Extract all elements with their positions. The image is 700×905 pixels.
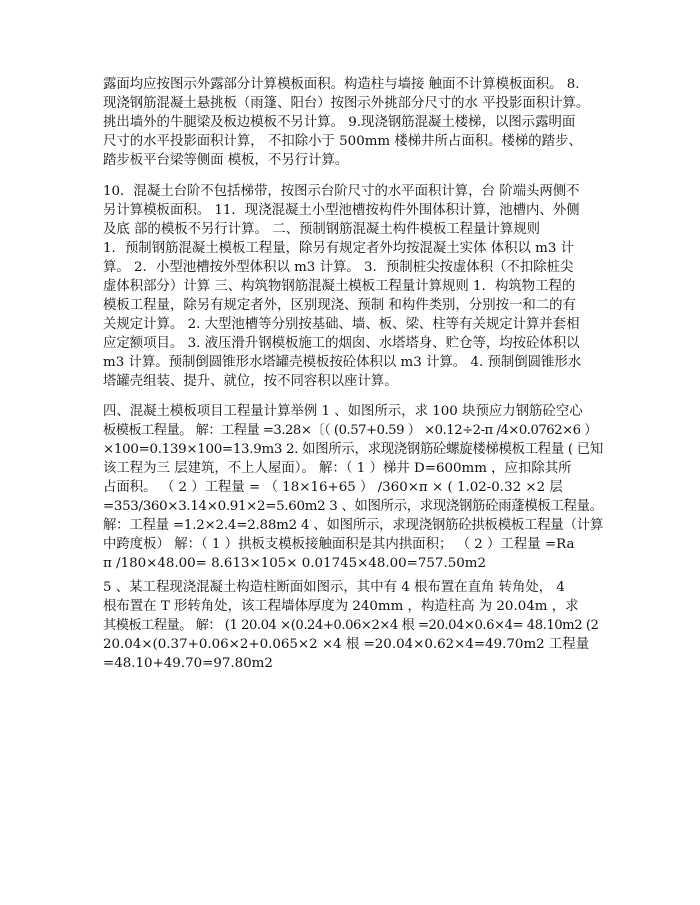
text-line: 应定额项目。 3. 液压滑升钢模板施工的烟囱、水塔塔身、贮仓等，均按砼体积以	[103, 336, 580, 351]
text-line: 虚体积部分）计算 三、构筑物钢筋混凝土模板工程量计算规则 1．构筑物工程的	[103, 279, 576, 294]
text-line: 板模板工程量。 解：工程量 =3.28×〔（ (0.57+0.59 ） ×0.12÷2-π /4×0.0762×6 ）	[103, 423, 597, 438]
text-line: 5 、某工程现浇混凝土构造柱断面如图示，其中有 4 根布置在直角 转角处， 4	[103, 580, 565, 595]
text-line: =48.10+49.70=97.80m2	[103, 656, 273, 671]
text-line: 尺寸的水平投影面积计算， 不扣除小于 500mm 楼梯井所占面积。楼梯的踏步、	[103, 134, 582, 149]
paragraph-column-example	[103, 578, 603, 673]
text-line: 占面积。 （ 2 ）工程量 = （ 18×16+65 ） /360×π × ( 1.02-0.32 ×2 层	[103, 480, 563, 495]
text-line: 算。 2．小型池槽按外型体积以 m3 计算。 3．预制桩尖按虚体积（不扣除桩尖	[103, 260, 574, 275]
text-line: 模板工程量，除另有规定者外，区别现浇、预制 和构件类别，分别按一和二的有	[103, 298, 576, 313]
text-line: 四、混凝土模板项目工程量计算举例 1 、如图所示，求 100 块预应力钢筋砼空心	[103, 404, 583, 419]
text-line: 关规定计算。 2. 大型池槽等分别按基础、墙、板、梁、柱等有关规定计算并套相	[103, 317, 580, 332]
text-line: 中跨度板） 解：（ 1 ）拱板支模板接触面积是其内拱面积； （ 2 ）工程量 =Ra	[103, 537, 575, 552]
text-line: 1．预制钢筋混凝土模板工程量，除另有规定者外均按混凝土实体 体积以 m3 计	[103, 241, 575, 256]
text-line: 挑出墙外的牛腿梁及板边模板不另计算。 9.现浇钢筋混凝土楼梯，以图示露明面	[103, 115, 576, 130]
text-line: 及底 部的模板不另行计算。 二、预制钢筋混凝土构件模板工程量计算规则	[103, 222, 541, 237]
text-line: 10．混凝土台阶不包括梯带，按图示台阶尺寸的水平面积计算，台 阶端头两侧不	[103, 184, 580, 199]
text-line: 塔罐壳组装、提升、就位，按不同容积以座计算。	[103, 374, 398, 389]
paragraph-precast-rules	[103, 182, 603, 391]
paragraph-calculation-examples	[103, 402, 603, 573]
text-line: 露面均应按图示外露部分计算模板面积。构造柱与墙接 触面不计算模板面积。 8.	[103, 77, 580, 92]
text-line: m3 计算。预制倒圆锥形水塔罐壳模板按砼体积以 m3 计算。 4. 预制倒圆锥形水	[103, 355, 582, 370]
text-line: ×100=0.139×100=13.9m3 2. 如图所示，求现浇钢筋砼螺旋楼梯模板工程量 ( 已知	[103, 442, 603, 457]
text-line: 另计算模板面积。 11．现浇混凝土小型池槽按构件外围体积计算，池槽内、外侧	[103, 203, 580, 218]
text-line: 20.04×(0.37+0.06×2+0.065×2 ×4 根 =20.04×0.62×4=49.70m2 工程量	[103, 637, 590, 652]
text-line: 解：工程量 =1.2×2.4=2.88m2 4 、如图所示，求现浇钢筋砼拱板模板工程量（计算	[103, 518, 604, 533]
text-line: 现浇钢筋混凝土悬挑板（雨篷、阳台）按图示外挑部分尺寸的水 平投影面积计算。	[103, 96, 590, 111]
text-line: 根布置在 T 形转角处，该工程墙体厚度为 240mm ，构造柱高 为 20.04m ，求	[103, 599, 579, 614]
paragraph-formwork-rules-cont	[103, 75, 603, 170]
text-line: 该工程为三 层建筑，不上人屋面）。 解：（ 1 ）梯井 D=600mm ，应扣除其所	[103, 461, 572, 476]
text-line: =353/360×3.14×0.91×2=5.60m2 3 、如图所示，求现浇钢筋砼雨蓬模板工程量。	[103, 499, 603, 514]
text-line: 其模板工程量。 解： (1 20.04 ×(0.24+0.06×2×4 根 =20.04×0.6×4= 48.10m2 (2	[103, 618, 599, 633]
text-line: 踏步板平台梁等侧面 模板，不另行计算。	[103, 153, 349, 168]
text-line: π /180×48.00= 8.613×105× 0.01745×48.00=757.50m2	[103, 556, 486, 571]
